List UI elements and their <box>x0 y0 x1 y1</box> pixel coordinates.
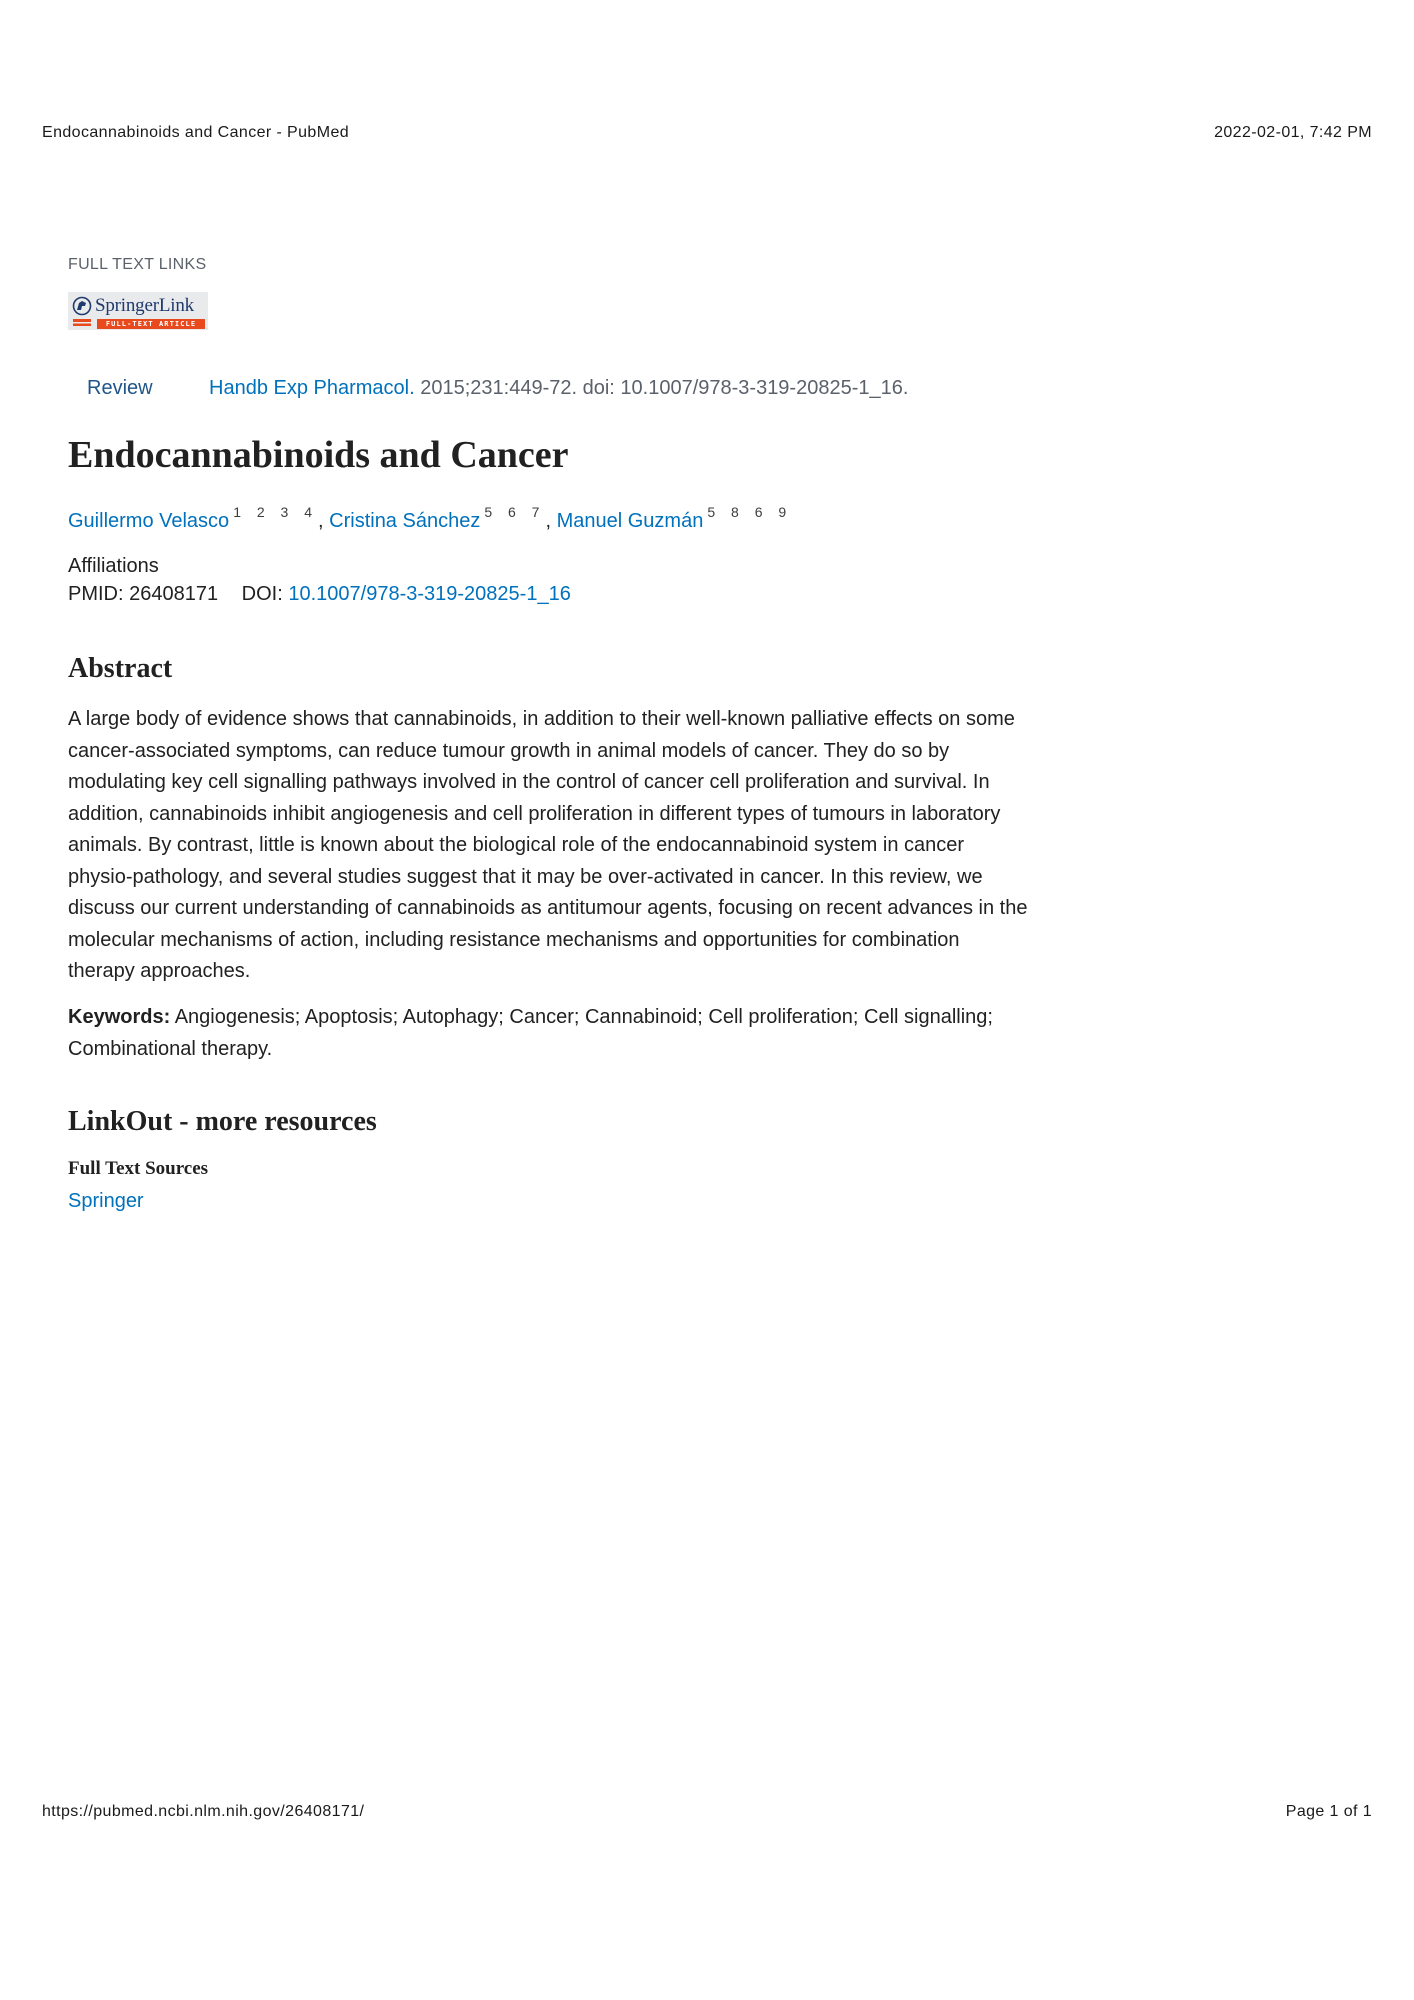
full-text-sources-heading: Full Text Sources <box>68 1158 209 1179</box>
keywords <box>68 1002 1028 1065</box>
author-link[interactable]: Manuel Guzmán <box>556 510 704 532</box>
springerlink-tagline: FULL-TEXT ARTICLE <box>97 319 205 329</box>
author-link[interactable]: Cristina Sánchez <box>329 510 481 532</box>
journal-link[interactable]: Handb Exp Pharmacol. <box>209 377 415 399</box>
keywords-label: Keywords: <box>68 1006 171 1028</box>
doi-label: DOI: <box>241 583 283 605</box>
article-identifiers <box>68 583 571 606</box>
springer-horse-icon <box>71 295 93 332</box>
publication-type: Review <box>87 377 153 399</box>
print-page-title: Endocannabinoids and Cancer - PubMed <box>42 124 350 141</box>
springer-source-link[interactable]: Springer <box>68 1190 144 1212</box>
keywords-list: Angiogenesis; Apoptosis; Autophagy; Cancer; Cannabinoid; Cell proliferation; Cell signalling; Combinational therapy. <box>68 1006 993 1060</box>
abstract-text: A large body of evidence shows that cannabinoids, in addition to their well-known palliative effects on some cancer-associated symptoms, can reduce tumour growth in animal models of cancer. They do so by modulating key cell signalling pathways involved in the control of cancer cell proliferation and survival. In addition, cannabinoids inhibit angiogenesis and cell proliferation in different types of tumours in laboratory animals. By contrast, little is known about the biological role of the endocannabinoid system in cancer physio-pathology, and several studies suggest that it may be over-activated in cancer. In this review, we discuss our current understanding of cannabinoids as antitumour agents, focusing on recent advances in the molecular mechanisms of action, including resistance mechanisms and opportunities for combination therapy approaches. <box>68 708 1028 982</box>
print-datetime: 2022-02-01, 7:42 PM <box>1214 124 1372 141</box>
author-list: Guillermo Velasco $^{1 2 3 4}$, Cristina Sánchez $^{5 6 7}$, Manuel Guzmán $^{5 8 6 9}$ <box>68 504 793 532</box>
print-url: https://pubmed.ncbi.nlm.nih.gov/26408171/ <box>42 1803 365 1820</box>
springerlink-full-text-button[interactable] <box>68 292 208 330</box>
page-title: Endocannabinoids and Cancer <box>68 434 569 476</box>
linkout-heading: LinkOut - more resources <box>68 1106 377 1137</box>
full-text-links-heading: FULL TEXT LINKS <box>68 256 207 273</box>
pmid-label: PMID: <box>68 583 124 605</box>
print-footer <box>42 1803 1372 1821</box>
print-header <box>42 124 1372 142</box>
author-affiliation-refs[interactable]: 1 2 3 4 <box>233 504 319 520</box>
affiliations-toggle[interactable]: Affiliations <box>68 555 159 577</box>
author-affiliation-refs[interactable]: 5 8 6 9 <box>707 504 793 520</box>
pmid-value: 26408171 <box>129 583 219 605</box>
springerlink-logo-text: SpringerLink <box>95 295 194 316</box>
author-affiliation-refs[interactable]: 5 6 7 <box>484 504 546 520</box>
print-page-number: Page 1 of 1 <box>1285 1803 1372 1820</box>
citation-details: 2015;231:449-72. doi: 10.1007/978-3-319-20825-1_16. <box>420 377 909 399</box>
doi-link[interactable]: 10.1007/978-3-319-20825-1_16 <box>288 583 571 605</box>
author-link[interactable]: Guillermo Velasco <box>68 510 230 532</box>
citation <box>209 377 908 400</box>
abstract-heading: Abstract <box>68 653 173 684</box>
